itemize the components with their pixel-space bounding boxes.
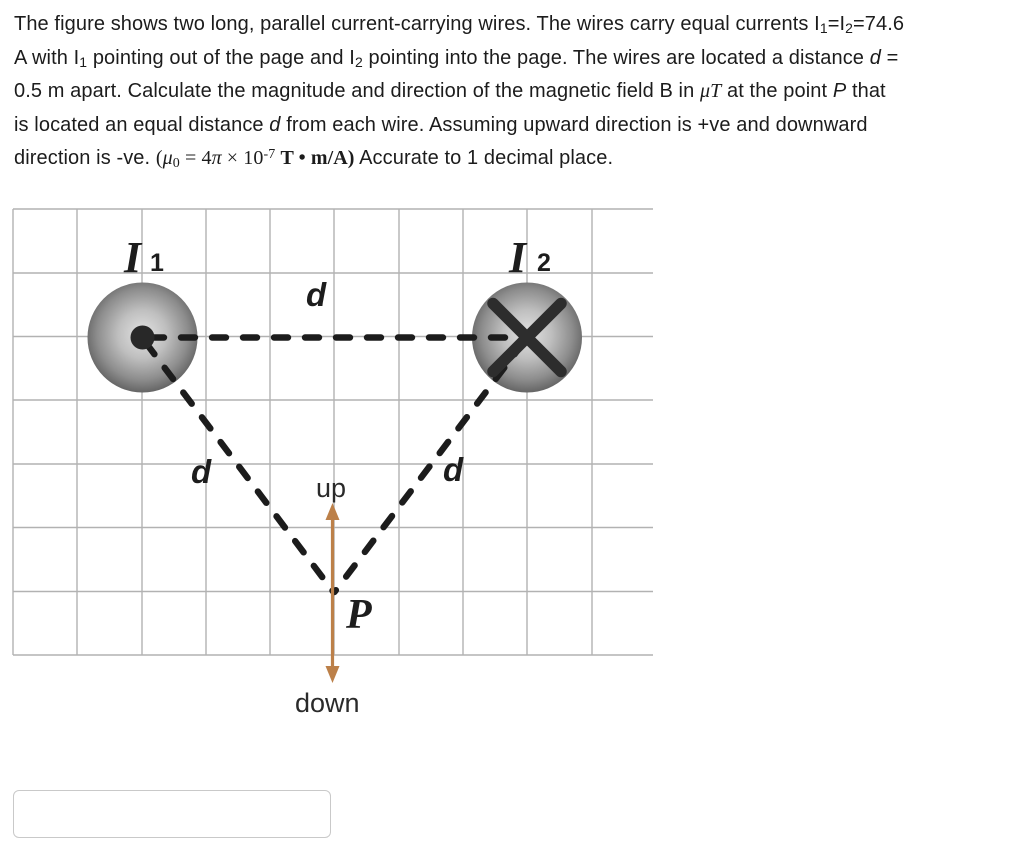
text-seg: that	[846, 80, 886, 102]
wire2-label-sub: 2	[537, 249, 551, 277]
mu-symbol: μ	[162, 147, 173, 169]
text-seg: (	[155, 147, 163, 169]
text-seg: =	[880, 46, 899, 69]
problem-line-2	[14, 42, 904, 76]
arrow-head-up-icon	[326, 503, 340, 520]
down-label: down	[295, 688, 360, 718]
problem-line-3	[14, 75, 904, 109]
problem-line-4	[14, 109, 904, 143]
text-seg: Accurate to 1 decimal place.	[354, 147, 614, 169]
answer-input[interactable]	[13, 790, 331, 838]
point-label: P	[346, 592, 372, 638]
subscript: 1	[79, 53, 88, 70]
wire2-label: I	[509, 233, 527, 282]
text-seg: The figure shows two long, parallel current-carrying wires. The wires carry equal currents I	[14, 13, 820, 35]
problem-statement	[14, 8, 904, 176]
distance-label-top: d	[306, 276, 327, 313]
wire1-label-sub: 1	[150, 249, 164, 277]
text-seg: d	[269, 113, 281, 136]
text-seg: pointing out of the page and I	[87, 46, 355, 69]
distance-label-left: d	[191, 453, 212, 490]
dashed-line-right	[335, 343, 524, 592]
pi-symbol: π	[211, 147, 222, 169]
text-seg: =I	[827, 13, 846, 35]
subscript: 0	[172, 156, 180, 172]
arrow-head-down-icon	[326, 666, 340, 683]
text-seg: pointing into the page. The wires are located a distance	[362, 46, 870, 69]
text-seg: 0.5 m apart. Calculate the magnitude and direction of the magnetic field B in	[14, 80, 700, 102]
text-seg: d	[869, 46, 881, 69]
text-seg: at the point	[721, 80, 833, 102]
problem-line-1	[14, 8, 904, 42]
subscript: 2	[354, 53, 363, 70]
problem-line-5	[14, 142, 904, 176]
superscript: -7	[263, 146, 276, 162]
text-seg: P	[832, 80, 847, 102]
dashed-line-left	[146, 343, 334, 592]
wire1-label: I	[124, 233, 142, 282]
text-seg: direction is -ve.	[14, 147, 156, 169]
subscript: 2	[845, 20, 854, 37]
text-seg: T • m/A)	[275, 147, 355, 169]
text-seg: A with I	[14, 46, 80, 69]
text-seg: × 10	[221, 147, 264, 169]
text-seg: =74.6	[853, 13, 905, 35]
text-seg: from each wire. Assuming upward direction is +ve and downward	[280, 113, 868, 136]
up-label: up	[316, 473, 347, 503]
text-seg: is located an equal distance	[14, 113, 270, 136]
distance-label-right: d	[443, 451, 464, 488]
text-seg: = 4	[179, 147, 212, 169]
subscript: 1	[819, 20, 828, 37]
text-seg: μT	[699, 80, 722, 102]
current-out-icon	[131, 326, 155, 350]
figure-diagram	[0, 195, 680, 720]
